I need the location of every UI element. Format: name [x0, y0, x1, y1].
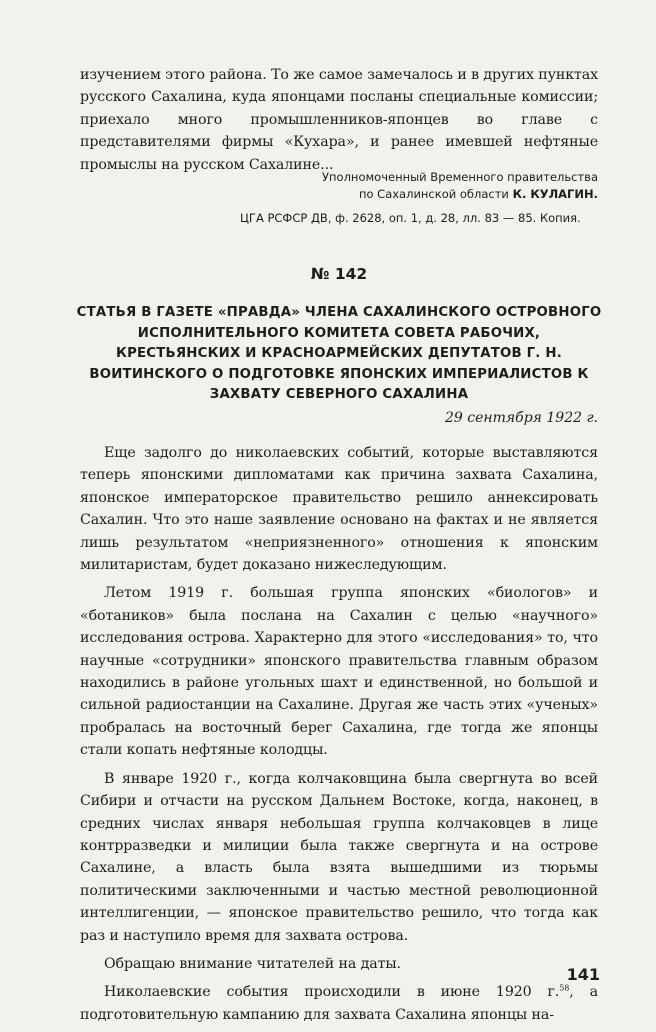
body-paragraph-5	[80, 981, 598, 1026]
document-number: № 142	[310, 265, 368, 283]
archive-reference: ЦГА РСФСР ДВ, ф. 2628, оп. 1, д. 28, лл. 83 — 85. Копия.	[240, 211, 581, 225]
body-paragraph-2: Летом 1919 г. большая группа японских «биологов» и «ботаников» была послана на Сахалин с целью «научного» исследования острова. Характерно для этого «исследования» то, что научные «сотрудники» японского правительства главным образом находились в районе угольных шахт и единственной, но большой и сильной радиостанции на Сахалине. Другая же часть этих «ученых» пробралась на восточный берег Сахалина, где тогда же японцы стали копать нефтяные колодцы.	[80, 585, 598, 759]
body-paragraph-4: Обращаю внимание читателей на даты.	[104, 955, 401, 972]
article-body	[80, 442, 598, 1032]
page-number: 141	[566, 965, 600, 984]
signature-region	[150, 186, 598, 203]
continuation-paragraph: изучением этого района. То же самое замечалось и в других пунктах русского Сахалина, куда японцами посланы специальные комиссии; приехало много промышленников-японцев во главе с представителями фирмы «Кухара», и ранее имевшей нефтяные промыслы на русском Сахалине...	[80, 67, 598, 173]
signature-region-text: по Сахалинской области	[358, 186, 509, 201]
paragraph-5-start: Николаевские события происходили в июне 1920 г.	[104, 984, 560, 1001]
document-title: СТАТЬЯ В ГАЗЕТЕ «ПРАВДА» ЧЛЕНА САХАЛИНСКОГО ОСТРОВНОГО ИСПОЛНИТЕЛЬНОГО КОМИТЕТА СОВЕТА РАБОЧИХ, КРЕСТЬЯНСКИХ И КРАСНОАРМЕЙСКИХ ДЕПУТАТОВ Г. Н. ВОИТИНСКОГО О ПОДГОТОВКЕ ЯПОНСКИХ ИМПЕРИАЛИСТОВ К ЗАХВАТУ СЕВЕРНОГО САХАЛИНА	[76, 305, 602, 403]
body-paragraph-3: В январе 1920 г., когда колчаковщина была свергнута во всей Сибири и отчасти на русском Дальнем Востоке, когда, наконец, в средних числах января небольшая группа колчаковцев в лице контрразведки и милиции была также свергнута и на острове Сахалине, а власть была взята вышедшими из тюрьмы политическими заключенными и частью местной революционной интеллигенции, — японское правительство решило, что тогда как раз и наступило время для захвата острова.	[80, 770, 598, 944]
paragraph-5-end: , а подготовительную кампанию для захвата Сахалина японцы на-	[80, 984, 598, 1023]
footnote-reference: 58	[559, 983, 570, 993]
signature-position: Уполномоченный Временного правительства	[322, 170, 598, 184]
previous-document-continuation	[80, 64, 598, 176]
document-date: 29 сентября 1922 г.	[445, 410, 598, 426]
body-paragraph-1: Еще задолго до николаевских событий, которые выставляются теперь японскими дипломатами как причина захвата Сахалина, японское императорское правительство решило аннексировать Сахалин. Что это наше заявление основано на фактах и не является лишь результатом «неприязненного» отношения к японским милитаристам, будет доказано нижеследующим.	[80, 445, 598, 574]
signature-block	[150, 169, 598, 202]
signature-name: К. КУЛАГИН.	[512, 186, 598, 201]
